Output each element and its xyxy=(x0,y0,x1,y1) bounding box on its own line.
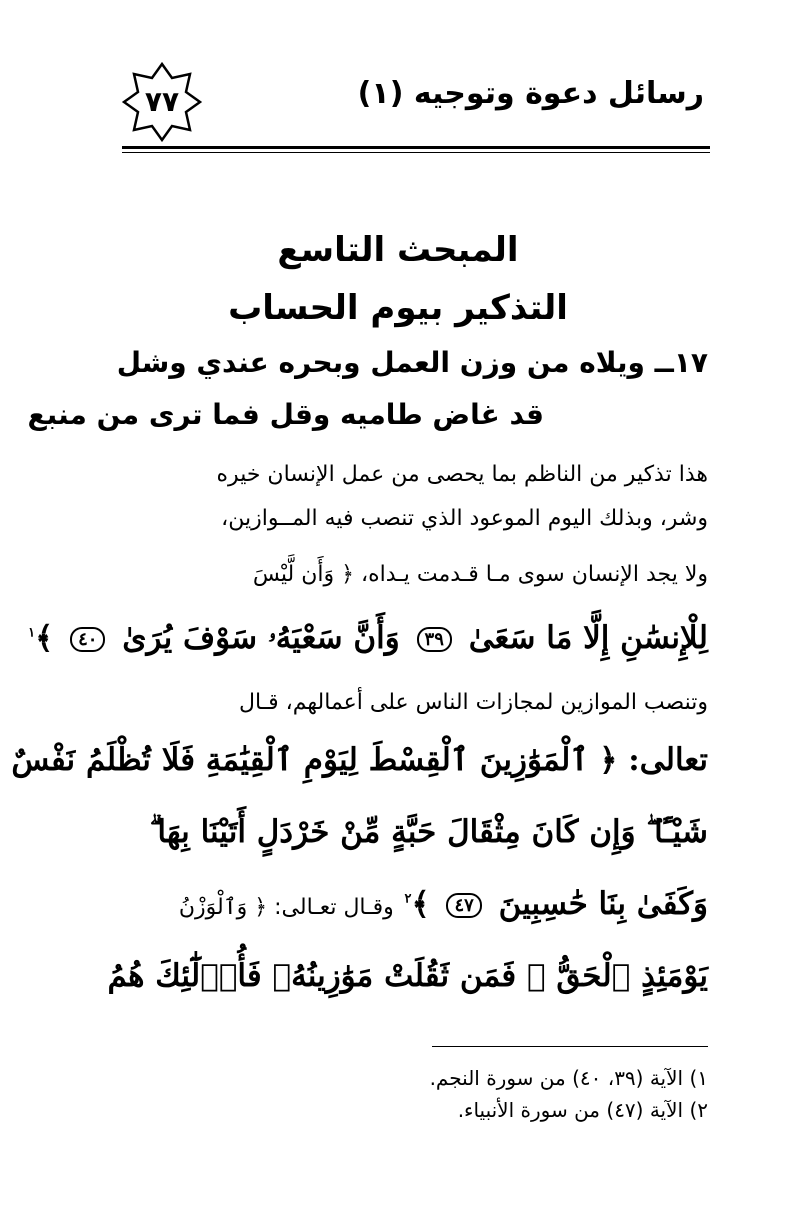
poem-verse-line-2: قد غاض طاميه وقل فما ترى من منبع xyxy=(27,398,544,431)
header-rule-thick xyxy=(122,146,710,149)
quran-line-8 xyxy=(179,886,708,922)
footnote-ref: ١ xyxy=(28,625,36,641)
quran-line-6: تعالى: ﴿ ٱلْمَوَٰزِينَ ٱلْقِسْطَ لِيَوْمِ ٱلْقِيَٰمَةِ فَلَا تُظْلَمُ نَفْسٌ xyxy=(11,742,708,778)
body-line-2: وشر، وبذلك اليوم الموعود الذي تنصب فيه المــوازين، xyxy=(221,506,708,531)
footnote-rule xyxy=(432,1046,708,1047)
quote-close: ﴾ xyxy=(35,620,54,656)
page-number-badge xyxy=(120,60,204,144)
footnote-1: ١) الآية (٣٩، ٤٠) من سورة النجم. xyxy=(429,1066,708,1090)
body-line-1: هذا تذكير من الناظم بما يحصى من عمل الإنسان خيره xyxy=(216,462,708,487)
quote-close: ﴾ xyxy=(411,886,430,922)
body-text: وقـال تعـالى: ﴿ وَٱلْوَزْنُ xyxy=(178,895,394,920)
quran-line-4 xyxy=(28,620,708,657)
ayah-marker: ٣٩ xyxy=(417,627,452,652)
footnote-ref: ٢ xyxy=(404,891,412,907)
ayah-marker: ٤٠ xyxy=(70,627,105,652)
quran-text: وَكَفَىٰ بِنَا حَٰسِبِينَ xyxy=(498,886,708,922)
body-line-3: ولا يجد الإنسان سوى مـا قـدمت يـداه، ﴿ وَأَن لَّيْسَ xyxy=(252,562,708,587)
ayah-marker: ٤٧ xyxy=(446,893,481,918)
quran-line-7: شَيْـًٔا ۖ وَإِن كَانَ مِثْقَالَ حَبَّةٍ مِّنْ خَرْدَلٍ أَتَيْنَا بِهَا ۗ xyxy=(149,814,708,850)
page-number: ٧٧ xyxy=(144,85,180,118)
footnote-2: ٢) الآية (٤٧) من سورة الأنبياء. xyxy=(457,1098,708,1122)
header-rule-thin xyxy=(122,152,710,153)
poem-verse-line-1: ١٧ــ ويلاه من وزن العمل وبحره عندي وشل xyxy=(116,346,708,379)
quran-text: لِلْإِنسَٰنِ إِلَّا مَا سَعَىٰ xyxy=(468,620,708,656)
section-title: التذكير بيوم الحساب xyxy=(228,288,568,328)
running-title: رسائل دعوة وتوجيه (١) xyxy=(357,76,704,111)
body-line-5: وتنصب الموازين لمجازات الناس على أعمالهم، قـال xyxy=(239,690,708,715)
section-heading: المبحث التاسع xyxy=(277,230,519,270)
quran-line-9: يَوْمَئِذٍ ٱلْحَقُّ ۚ فَمَن ثَقُلَتْ مَوَٰزِينُهُۥ فَأُو۟لَٰٓئِكَ هُمُ xyxy=(107,958,708,994)
quran-text: وَأَنَّ سَعْيَهُۥ سَوْفَ يُرَىٰ xyxy=(122,620,400,656)
